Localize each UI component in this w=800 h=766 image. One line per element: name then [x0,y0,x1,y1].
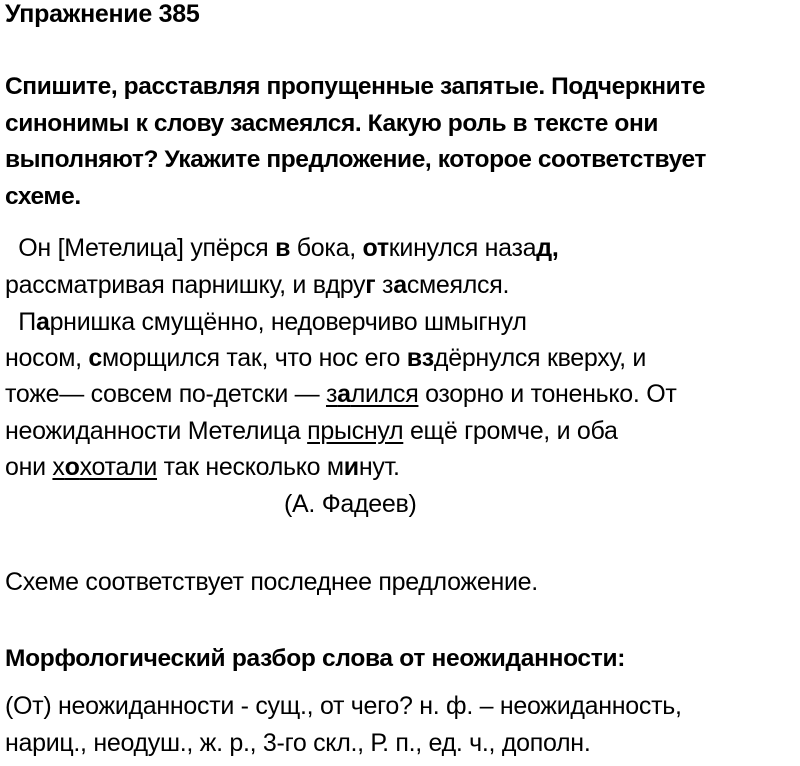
author-attribution: (А. Фадеев) [284,490,417,518]
highlighted-letter: а [337,380,351,408]
highlighted-letter: д [536,234,552,262]
text-fragment: кинулся наза [388,234,537,262]
highlighted-letter: а [35,308,50,336]
text-line-5 [5,378,677,410]
text-fragment: рассматривая парнишку, и вдру [5,271,366,299]
text-fragment: хотали [79,453,158,481]
text-fragment: Он [Метелица] упёрся [5,234,276,262]
answer-line: Схеме соответствует последнее предложение. [5,568,538,596]
text-fragment: озорно и тоненько. От [418,380,677,408]
text-line-4 [5,342,646,374]
text-fragment: лился [350,380,419,408]
task-line-1: Спишите, расставляя пропущенные запятые. Подчеркните [5,73,706,100]
text-line-6 [5,415,618,447]
text-line-7 [5,451,400,483]
text-fragment: смеялся. [406,271,510,299]
text-fragment: рнишка смущённо, недоверчиво шмыгнул [49,308,527,336]
highlighted-letter: а [393,271,407,299]
text-fragment: з [375,271,394,299]
text-fragment: ещё громче, и оба [403,417,618,445]
text-line-1 [5,232,558,264]
text-fragment: тоже— совсем по-детски — [5,380,326,408]
morph-line-1: (От) неожиданности - сущ., от чего? н. ф. – неожиданность, [5,692,682,720]
text-fragment: так несколько м [157,453,344,481]
highlighted-letter: о [64,453,80,481]
task-line-4: схеме. [5,183,81,210]
text-fragment: П [5,308,36,336]
text-line-2 [5,269,509,301]
task-line-3: выполняют? Укажите предложение, которое соответствует [5,146,706,173]
morph-heading: Морфологический разбор слова от неожиданности: [5,645,626,672]
highlighted-letter: от [362,234,389,262]
synonym-prysnul: прыснул [307,417,404,445]
text-fragment: они [5,453,53,481]
highlighted-letter: вз [406,344,434,372]
exercise-title: Упражнение 385 [5,0,200,28]
text-fragment: дёрнулся кверху, и [433,344,647,372]
text-fragment: х [52,453,65,481]
highlighted-letter: в [275,234,291,262]
highlighted-letter: с [88,344,102,372]
highlighted-letter: г [365,271,376,299]
synonym-hohotali [52,453,157,481]
text-fragment: неожиданности Метелица [5,417,308,445]
text-fragment: з [325,380,338,408]
inserted-comma: , [551,234,559,262]
task-line-2: синонимы к слову засмеялся. Какую роль в тексте они [5,110,659,137]
text-fragment: бока, [290,234,363,262]
synonym-zalilsya [326,380,418,408]
highlighted-letter: и [343,453,359,481]
text-fragment: нут. [358,453,400,481]
morph-line-2: нариц., неодуш., ж. р., 3-го скл., Р. п., ед. ч., дополн. [5,729,591,757]
text-fragment: морщился так, что нос его [101,344,407,372]
text-fragment: носом, [5,344,89,372]
text-line-3 [5,306,527,338]
